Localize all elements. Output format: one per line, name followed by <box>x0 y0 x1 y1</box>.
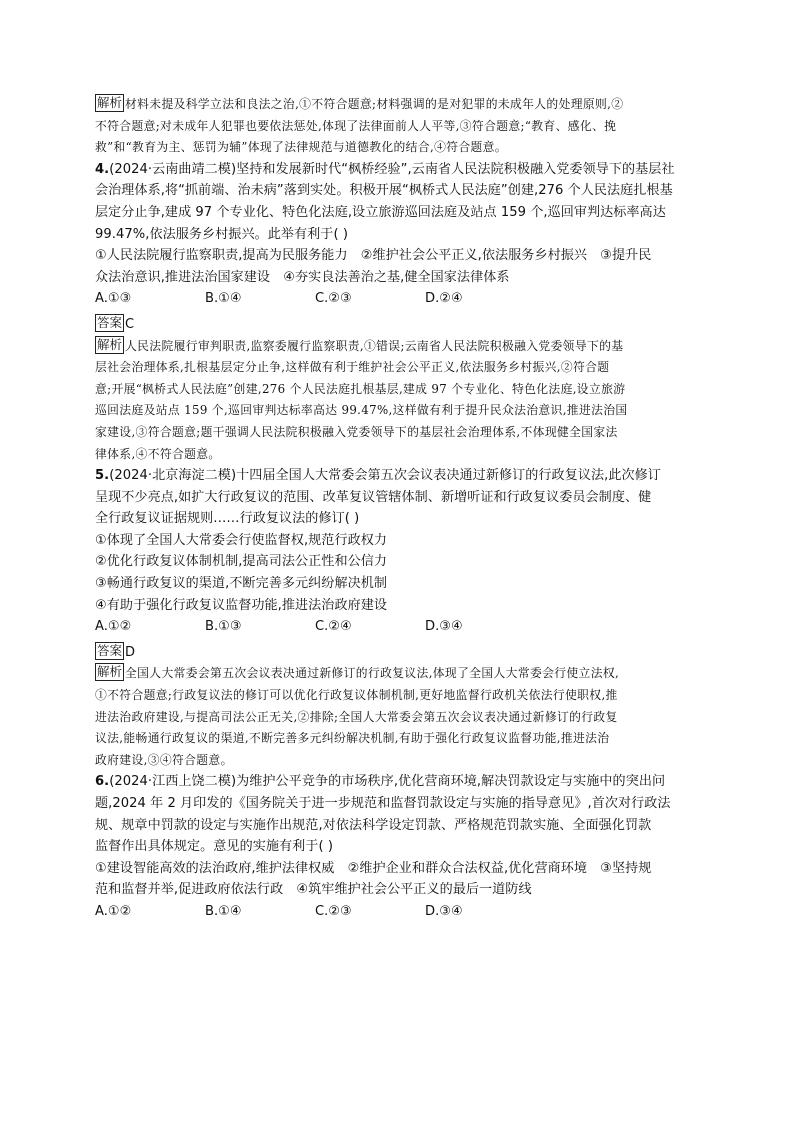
explanation-q3 <box>95 94 701 159</box>
question-number: 4. <box>95 161 110 177</box>
explanation-q5 <box>95 663 701 771</box>
question-stem-line: 会治理体系,将“抓前端、治未病”落到实处。积极开展“枫桥式人民法庭”创建,276 个人民法庭扎根基 <box>95 183 673 199</box>
question-stem-line: 规、规章中罚款的设定与实施作出规范,对依法科学设定罚款、严格规范罚款实施、全面强化罚款 <box>95 817 652 833</box>
answer-q4 <box>95 314 701 336</box>
question-number: 5. <box>95 468 110 484</box>
choice-d: D.③④ <box>425 619 463 635</box>
choice-b: B.①④ <box>205 291 242 307</box>
choice-d: D.②④ <box>425 291 463 307</box>
explanation-line: 救”和“教育为主、惩罚为辅”体现了法律规范与道德教化的结合,④符合题意。 <box>95 140 507 155</box>
question-6 <box>95 771 701 922</box>
choice-row <box>95 616 701 638</box>
choice-a: A.①② <box>95 903 132 919</box>
choice-c: C.②③ <box>315 291 352 307</box>
choice-d: D.③④ <box>425 903 463 919</box>
choice-b: B.①③ <box>205 619 242 635</box>
statement-line: ①人民法院履行监察职责,提高为民服务能力 ②维护社会公平正义,依法服务乡村振兴 ③提升民 <box>95 248 652 264</box>
choice-row <box>95 901 701 923</box>
choice-b: B.①④ <box>205 903 242 919</box>
explanation-line: 律体系,④不符合题意。 <box>95 446 221 461</box>
answer-value: C <box>125 316 135 332</box>
question-stem-line: 呈现不少亮点,如扩大行政复议的范围、改革复议管辖体制、新增听证和行政复议委员会制度、健 <box>95 489 652 505</box>
choice-c: C.②④ <box>315 619 352 635</box>
statement-line: ①体现了全国人大常委会行使监督权,规范行政权力 <box>95 532 388 548</box>
explanation-line: 议法,能畅通行政复议的渠道,不断完善多元纠纷解决机制,有助于强化行政复议监督功能,推进法治 <box>95 731 610 746</box>
explanation-tag: 解析 <box>97 95 123 110</box>
question-stem-line: 题,2024 年 2 月印发的《国务院关于进一步规范和监督罚款设定与实施的指导意见》,首次对行政法 <box>95 796 671 811</box>
explanation-line: 意;开展“枫桥式人民法庭”创建,276 个人民法庭扎根基层,建成 97 个专业化、特色化法庭,设立旅游 <box>95 381 626 396</box>
question-stem-line: 监督作出具体规定。意见的实施有利于( ) <box>95 839 333 855</box>
choice-row <box>95 288 701 310</box>
choice-a: A.①② <box>95 619 132 635</box>
explanation-line: 解析 材料未提及科学立法和良法之治,①不符合题意;材料强调的是对犯罪的未成年人的处理原则,② <box>97 95 624 111</box>
choice-a: A.①③ <box>95 291 132 307</box>
answer-tag: 答案 <box>97 642 123 658</box>
question-stem-line: 5.(2024·北京海淀二模)十四届全国人大常委会第五次会议表决通过新修订的行政复议法,此次修订 <box>95 468 661 484</box>
question-4 <box>95 159 701 310</box>
statement-line: ④有助于强化行政复议监督功能,推进法治政府建设 <box>95 597 388 613</box>
answer-value: D <box>125 644 136 660</box>
statement-line: ③畅通行政复议的渠道,不断完善多元纠纷解决机制 <box>95 576 388 592</box>
explanation-line: 解析 全国人大常委会第五次会议表决通过新修订的行政复议法,体现了全国人大常委会行使立法权, <box>97 664 620 681</box>
question-stem-line: 4.(2024·云南曲靖二模)坚持和发展新时代“枫桥经验”,云南省人民法院积极融入党委领导下的基层社 <box>95 161 675 177</box>
explanation-line: 不符合题意;对未成年人犯罪也要依法惩处,体现了法律面前人人平等,③符合题意;“教育、感化、挽 <box>95 118 617 133</box>
question-stem-line: 6.(2024·江西上饶二模)为维护公平竞争的市场秩序,优化营商环境,解决罚款设定与实施中的突出问 <box>95 774 666 790</box>
explanation-tag: 解析 <box>97 336 123 352</box>
explanation-line: 家建设,③符合题意;题干强调人民法院积极融入党委领导下的基层社会治理体系,不体现健全国家法 <box>95 424 618 439</box>
question-number: 6. <box>95 774 110 790</box>
explanation-tag: 解析 <box>97 664 123 680</box>
answer-tag: 答案 <box>97 314 123 330</box>
statement-line: 范和监督并举,促进政府依法行政 ④筑牢维护社会公平正义的最后一道防线 <box>95 882 532 898</box>
explanation-line: ①不符合题意;行政复议法的修订可以优化行政复议体制机制,更好地监督行政机关依法行使职权,推 <box>95 688 618 703</box>
explanation-line: 进法治政府建设,与提高司法公正无关,②排除;全国人大常委会第五次会议表决通过新修订的行政复 <box>95 709 618 724</box>
question-stem-line: 全行政复议证据规则……行政复议法的修订( ) <box>95 511 360 527</box>
question-stem-line: 99.47%,依法服务乡村振兴。此举有利于( ) <box>95 226 348 242</box>
question-5 <box>95 465 701 638</box>
explanation-line: 巡回法庭及站点 159 个,巡回审判达标率高达 99.47%,这样做有利于提升民众法治意识,推进法治国 <box>95 403 628 418</box>
answer-q5 <box>95 642 701 664</box>
statement-line: 众法治意识,推进法治国家建设 ④夯实良法善治之基,健全国家法律体系 <box>95 269 510 285</box>
statement-line: ①建设智能高效的法治政府,维护法律权威 ②维护企业和群众合法权益,优化营商环境 ③坚持规 <box>95 860 652 876</box>
choice-c: C.②③ <box>315 903 352 919</box>
explanation-line: 政府建设,③④符合题意。 <box>95 752 233 767</box>
document-page <box>95 94 701 923</box>
statement-line: ②优化行政复议体制机制,提高司法公正性和公信力 <box>95 554 388 570</box>
explanation-q4 <box>95 336 701 466</box>
question-stem-line: 层定分止争,建成 97 个专业化、特色化法庭,设立旅游巡回法庭及站点 159 个,巡回审判达标率高达 <box>95 204 666 220</box>
explanation-line: 解析 人民法院履行审判职责,监察委履行监察职责,①错误;云南省人民法院积极融入党委领导下的基 <box>97 336 624 353</box>
explanation-line: 层社会治理体系,扎根基层定分止争,这样做有利于维护社会公平正义,依法服务乡村振兴,②符合题 <box>95 360 610 375</box>
